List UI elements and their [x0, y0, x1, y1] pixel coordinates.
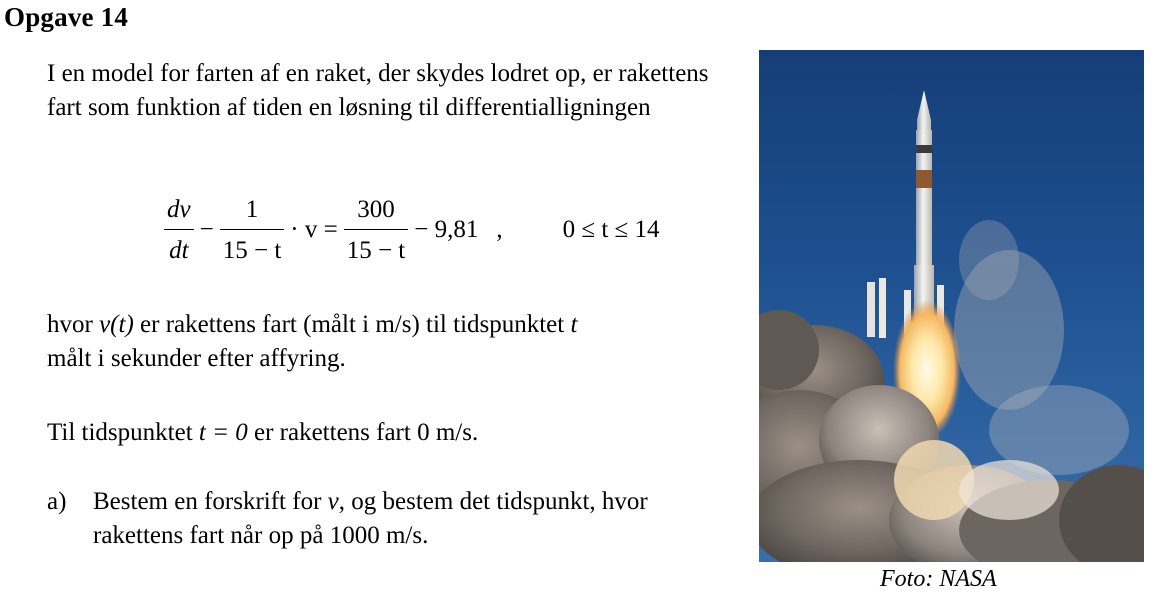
fraction-numerator: 1 [245, 196, 259, 223]
photo-caption: Foto: NASA [880, 566, 997, 592]
differential-equation [160, 190, 662, 270]
exhaust-spray [954, 220, 1129, 475]
question-text-part: , og bestem det tidspunkt, hvor rakettens fart når op på 1000 m/s. [93, 488, 648, 549]
fraction-denominator: 15 − t [346, 237, 406, 264]
initial-text: er rakettens fart 0 m/s. [247, 419, 479, 446]
question-text [93, 485, 713, 553]
initial-condition [47, 416, 478, 450]
fraction-300-over [344, 194, 409, 266]
fraction-denominator: dt [169, 237, 189, 264]
equation-comma: , [496, 216, 503, 243]
times-v-equals: · v = [290, 216, 338, 243]
fraction-dv-dt [164, 194, 194, 266]
question-label: a) [47, 488, 67, 515]
variable-description [47, 308, 737, 376]
exercise-title: Opgave 14 [4, 2, 129, 32]
desc-text: er rakettens fart (målt i m/s) til tidspunktet [133, 311, 571, 338]
initial-text: Til tidspunktet [47, 419, 199, 446]
rocket-launch-photo [759, 50, 1144, 562]
fraction-numerator: dv [167, 196, 191, 223]
question-text-part: Bestem en forskrift for [93, 488, 328, 515]
fraction-denominator: 15 − t [222, 237, 282, 264]
minus-constant: − 9,81 [414, 216, 479, 243]
rocket-shape [867, 90, 944, 338]
desc-text: hvor [47, 311, 100, 338]
domain-condition: 0 ≤ t ≤ 14 [562, 216, 660, 243]
fraction-bar [220, 229, 285, 230]
desc-text: målt i sekunder efter affyring. [47, 345, 346, 372]
minus-operator: − [199, 216, 214, 243]
velocity-function: v(t) [99, 311, 134, 338]
fraction-bar [164, 229, 194, 230]
fraction-numerator: 300 [357, 196, 395, 223]
intro-paragraph: I en model for farten af en raket, der skydes lodret op, er rakettens fart som funktion af tiden en løsning til differentialligningen [47, 60, 709, 121]
time-variable: t [570, 311, 578, 338]
initial-condition-math: t = 0 [198, 419, 248, 446]
fraction-bar [344, 229, 409, 230]
fraction-one-over [220, 194, 285, 266]
velocity-symbol: v [327, 488, 339, 515]
rocket-illustration [759, 50, 1144, 562]
